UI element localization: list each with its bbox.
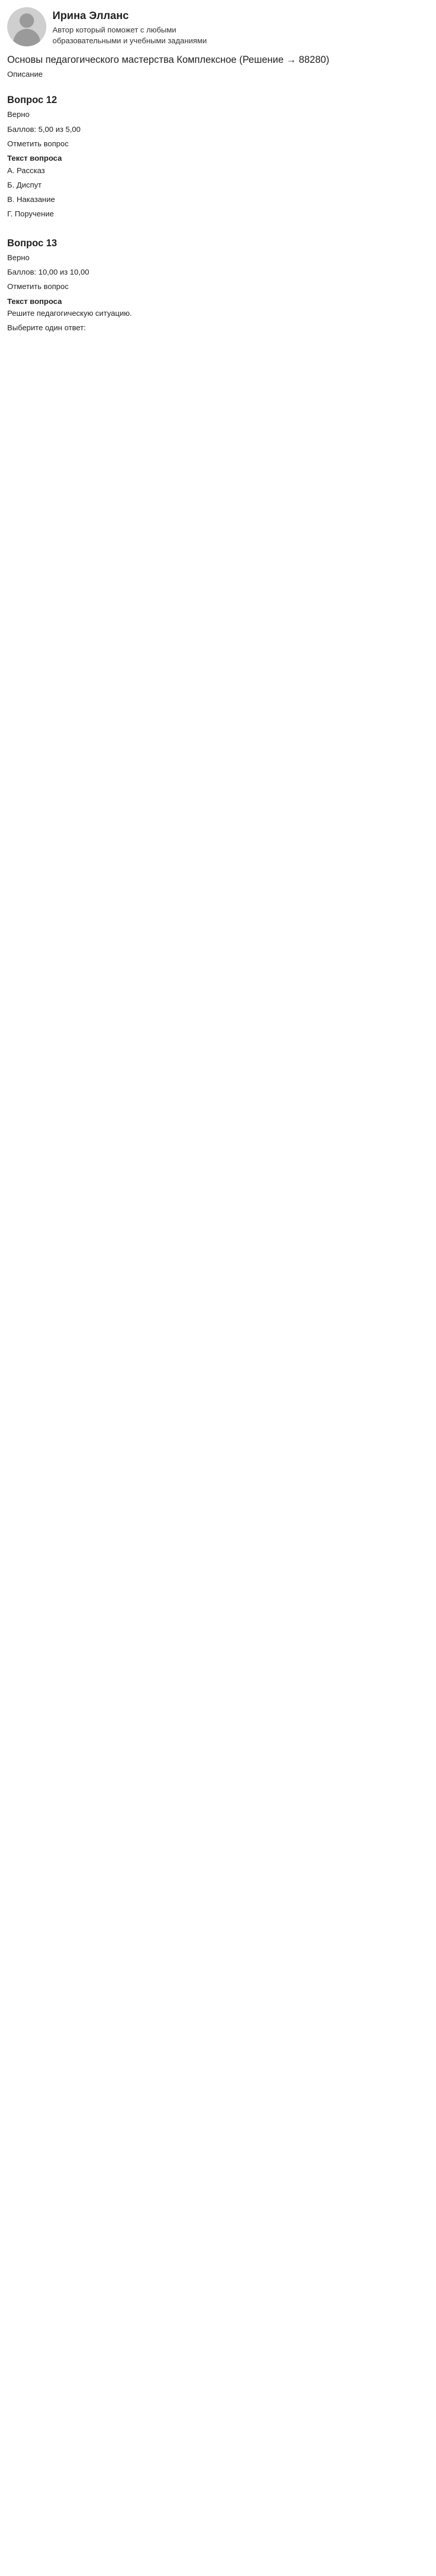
q13-status: Верно xyxy=(7,253,30,262)
q12-title: Вопрос 12 xyxy=(7,95,57,106)
q12-option: A. Рассказ xyxy=(7,166,45,175)
q12-flag[interactable]: Отметить вопрос xyxy=(7,139,69,148)
q13-choose: Выберите один ответ: xyxy=(7,324,86,333)
page-title: Основы педагогического мастерства Комплексное (Решение → 88280) xyxy=(7,55,329,66)
q13-score: Баллов: 10,00 из 10,00 xyxy=(7,267,90,277)
q12-text-label: Текст вопроса xyxy=(7,154,62,163)
q12-option: Б. Диспут xyxy=(7,180,42,190)
author-description: Автор который поможет с любыми образовательными и учебными заданиями xyxy=(53,25,207,46)
author-info xyxy=(53,7,222,46)
author-block xyxy=(7,5,429,54)
q13-text-label: Текст вопроса xyxy=(7,297,62,306)
q12-option: Г. Поручение xyxy=(7,210,54,219)
q12-option: В. Наказание xyxy=(7,195,55,205)
page xyxy=(0,0,436,358)
q13-question: Решите педагогическую ситуацию. xyxy=(7,309,132,318)
author-name: Ирина Элланс xyxy=(53,10,129,22)
q12-status: Верно xyxy=(7,110,30,120)
q13-flag[interactable]: Отметить вопрос xyxy=(7,282,69,292)
q13-title: Вопрос 13 xyxy=(7,238,57,249)
q12-score: Баллов: 5,00 из 5,00 xyxy=(7,125,81,134)
avatar xyxy=(7,7,46,46)
description-label: Описание xyxy=(7,70,43,79)
